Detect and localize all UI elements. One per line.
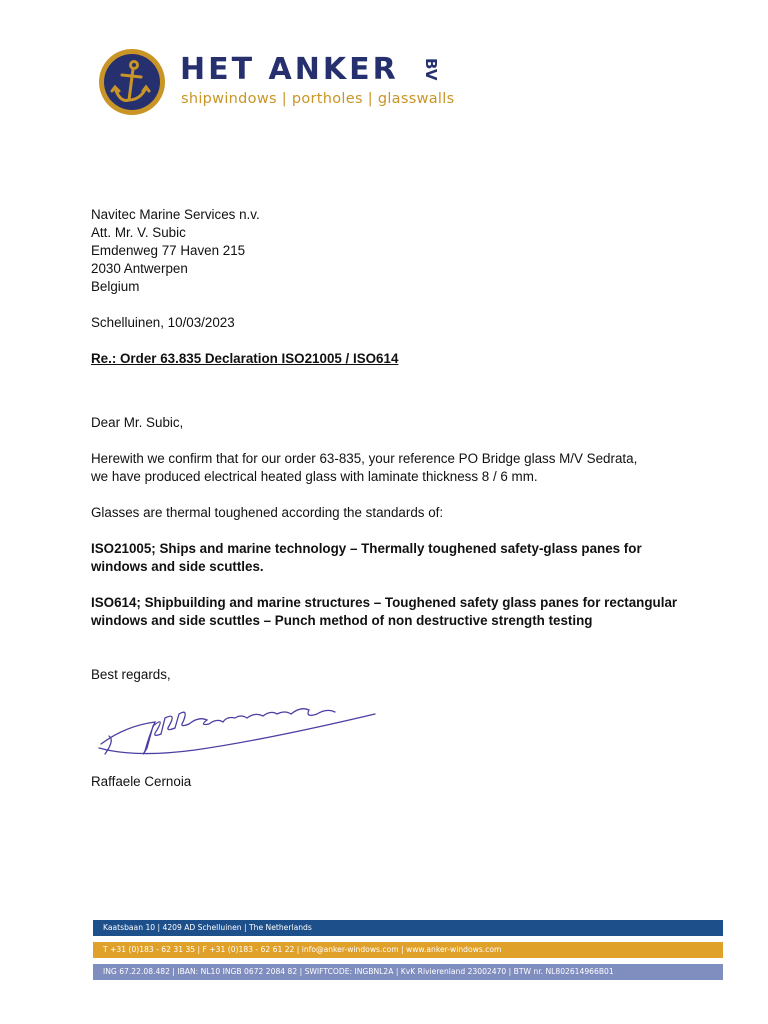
standard-iso21005 xyxy=(91,540,711,576)
address-line: Belgium xyxy=(91,279,140,294)
closing: Best regards, xyxy=(91,667,171,682)
address-line: Emdenweg 77 Haven 215 xyxy=(91,243,246,258)
footer-address-bar: Kaatsbaan 10 | 4209 AD Schelluinen | The Netherlands xyxy=(93,920,723,936)
signer-name: Raffaele Cernoia xyxy=(91,774,192,789)
footer-contact-bar: T +31 (0)183 - 62 31 35 | F +31 (0)183 - 62 61 22 | info@anker-windows.com | www.anker-windows.com xyxy=(93,942,723,958)
standard-iso614 xyxy=(91,594,711,630)
handwritten-signature xyxy=(95,696,385,770)
address-line: Navitec Marine Services n.v. xyxy=(91,207,260,222)
subject-line: Re.: Order 63.835 Declaration ISO21005 / ISO614 xyxy=(91,351,399,366)
letter-body xyxy=(91,206,711,684)
recipient-address xyxy=(91,206,711,296)
paragraph-line: windows and side scuttles – Punch method of non destructive strength testing xyxy=(91,613,593,628)
footer-bank-bar: ING 67.22.08.482 | IBAN: NL10 INGB 0672 2084 82 | SWIFTCODE: INGBNL2A | KvK Rivierenland 23002470 | BTW nr. NL802614966B01 xyxy=(93,964,723,980)
paragraph-line: we have produced electrical heated glass with laminate thickness 8 / 6 mm. xyxy=(91,469,538,484)
confirmation-paragraph xyxy=(91,450,711,486)
company-name: HET ANKER xyxy=(180,52,399,87)
salutation: Dear Mr. Subic, xyxy=(91,415,184,430)
paragraph-line: Herewith we confirm that for our order 63-835, your reference PO Bridge glass M/V Sedrata, xyxy=(91,451,638,466)
address-line: Att. Mr. V. Subic xyxy=(91,225,186,240)
address-line: 2030 Antwerpen xyxy=(91,261,188,276)
company-tagline: shipwindows | portholes | glasswalls xyxy=(181,91,455,107)
paragraph-line: ISO21005; Ships and marine technology – Thermally toughened safety-glass panes for xyxy=(91,541,642,556)
date-line: Schelluinen, 10/03/2023 xyxy=(91,315,235,330)
company-suffix: BV xyxy=(422,58,440,81)
paragraph-line: windows and side scuttles. xyxy=(91,559,264,574)
paragraph-line: ISO614; Shipbuilding and marine structures – Toughened safety glass panes for rectangular xyxy=(91,595,678,610)
standards-intro: Glasses are thermal toughened according the standards of: xyxy=(91,505,444,520)
letterhead-logo xyxy=(98,48,478,118)
anchor-icon xyxy=(98,48,166,116)
